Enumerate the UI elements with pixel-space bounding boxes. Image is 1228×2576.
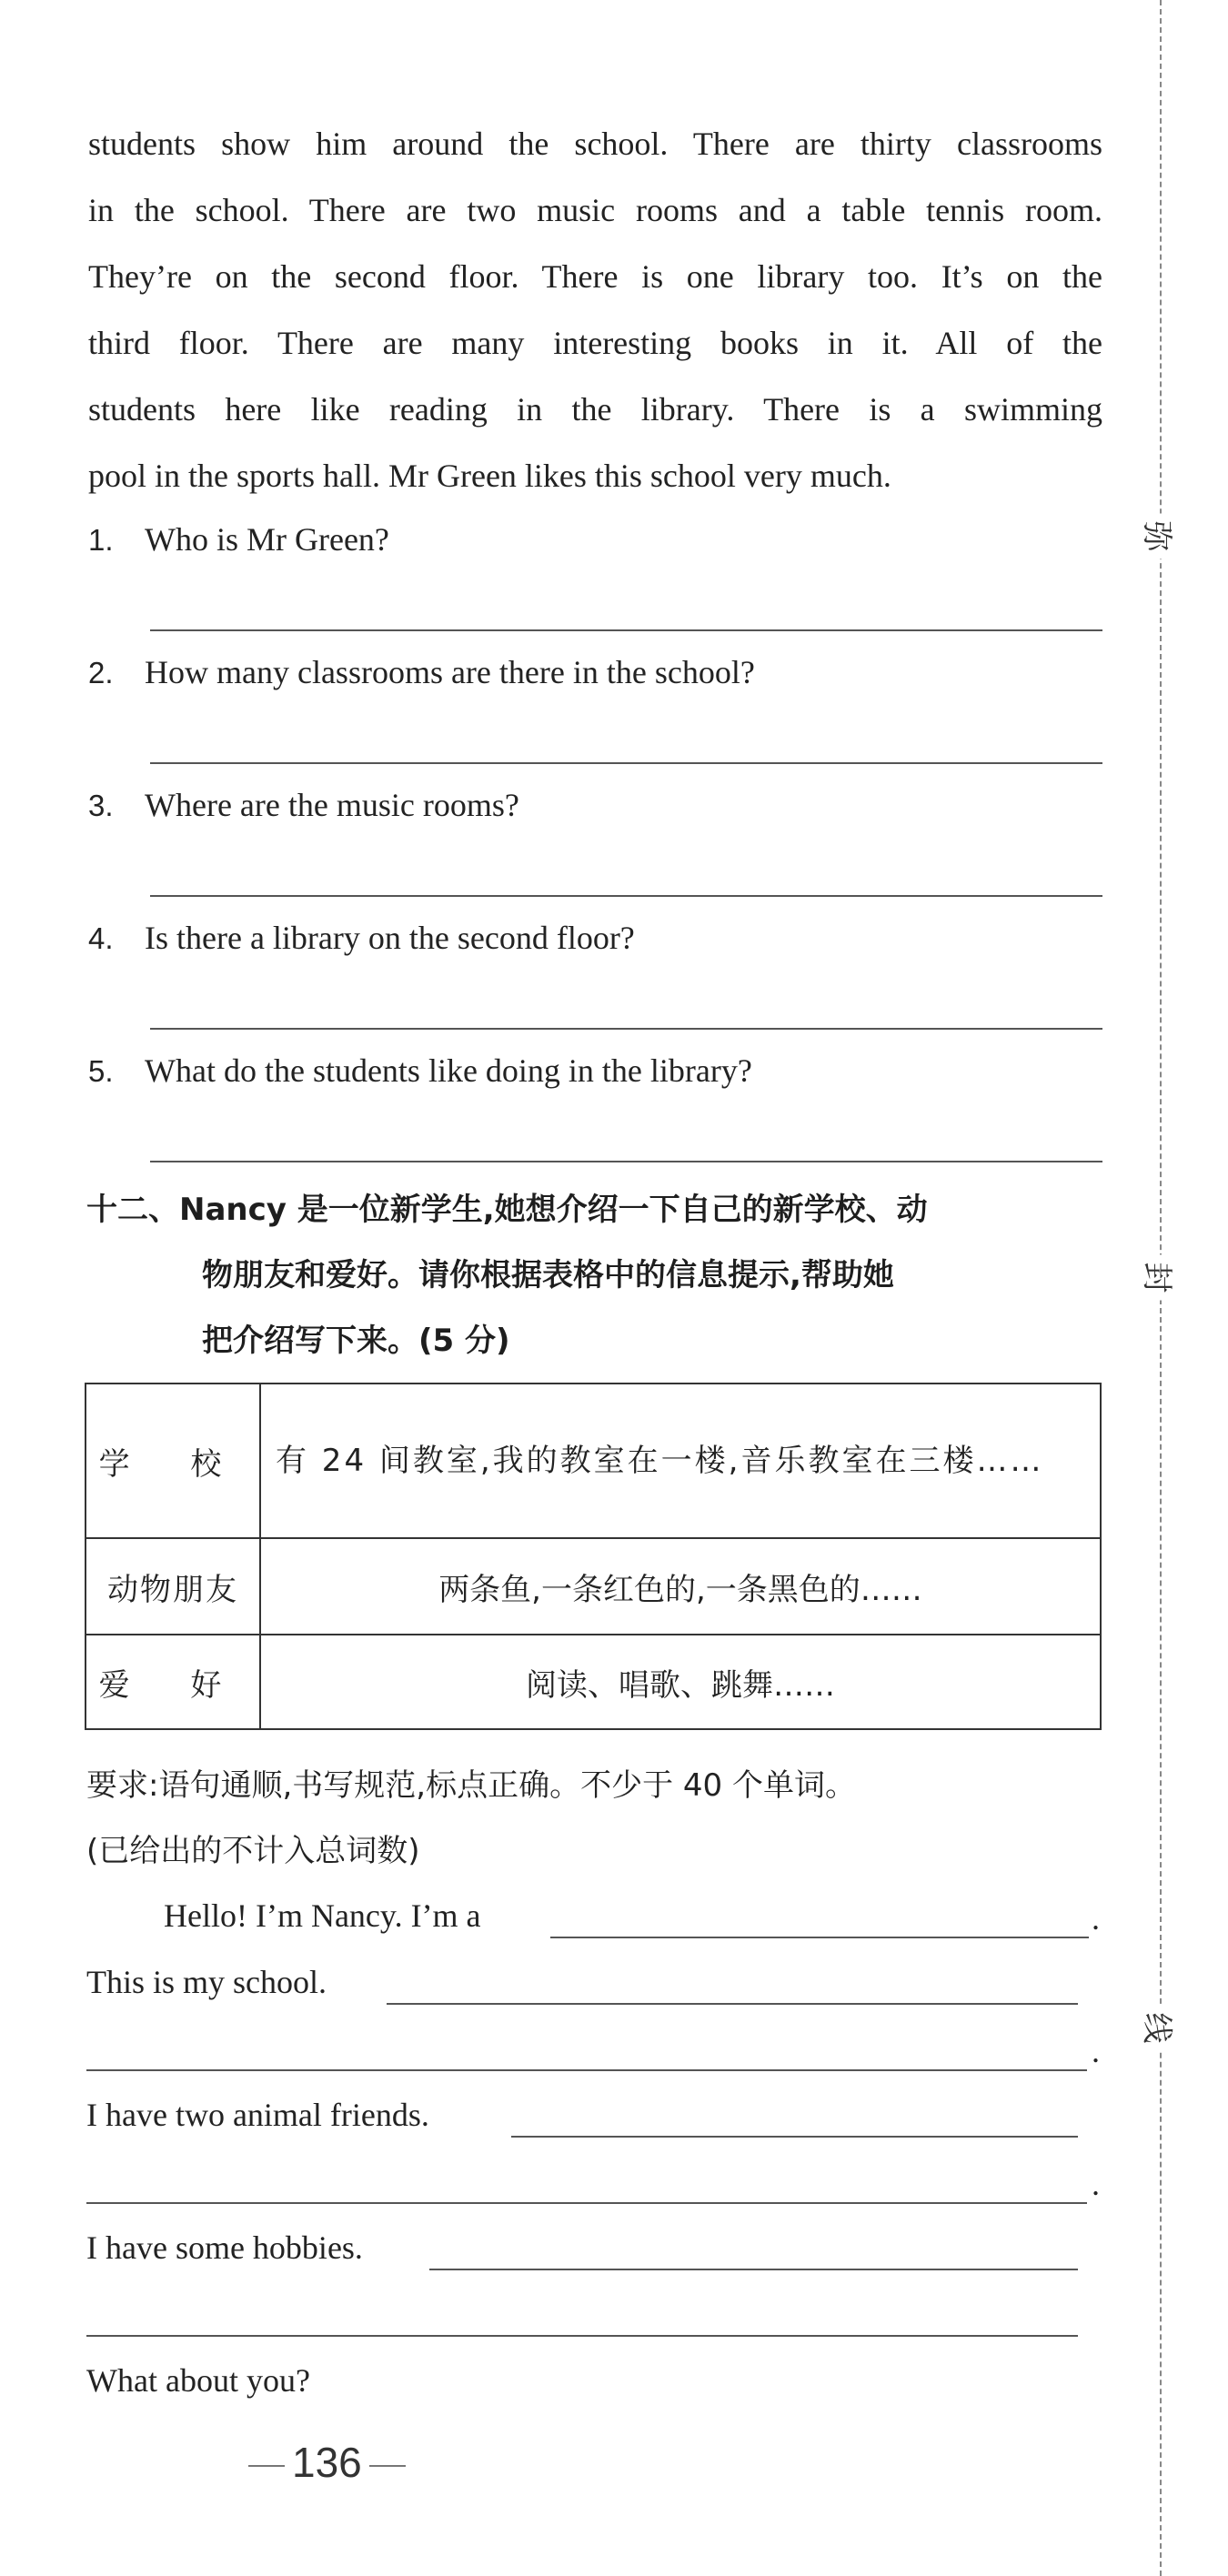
info-table bbox=[85, 1383, 1102, 1730]
writing-blank-4[interactable] bbox=[511, 2136, 1078, 2138]
section-12-title-line-1: 十二、Nancy 是一位新学生,她想介绍一下自己的新学校、动 bbox=[86, 1192, 928, 1228]
dash-left bbox=[248, 2465, 285, 2467]
writing-blank-6[interactable] bbox=[429, 2269, 1078, 2270]
period-mark: . bbox=[1092, 1900, 1100, 1937]
question-number: 4. bbox=[88, 921, 114, 955]
binding-char-mi: 弥 bbox=[1138, 514, 1183, 559]
table-row bbox=[86, 1384, 1101, 1538]
binding-char-xian: 线 bbox=[1138, 2006, 1183, 2051]
passage-line-1: students show him around the school. There are thirty classrooms bbox=[88, 126, 1102, 162]
requirement-line-1: 要求:语句通顺,书写规范,标点正确。不少于 40 个单词。 bbox=[86, 1767, 856, 1804]
period-mark: . bbox=[1092, 2033, 1100, 2069]
page-number-text: 136 bbox=[292, 2439, 362, 2486]
passage-line-6: pool in the sports hall. Mr Green likes this school very much. bbox=[88, 458, 891, 494]
requirement-line-2: (已给出的不计入总词数) bbox=[86, 1833, 420, 1869]
answer-line-3[interactable] bbox=[150, 895, 1102, 897]
writing-hobbies: I have some hobbies. bbox=[86, 2229, 363, 2266]
writing-animals: I have two animal friends. bbox=[86, 2097, 429, 2133]
table-row bbox=[86, 1538, 1101, 1635]
question-3 bbox=[88, 786, 519, 824]
binding-char-feng: 封 bbox=[1138, 1255, 1183, 1301]
question-4 bbox=[88, 919, 635, 957]
question-5 bbox=[88, 1052, 752, 1090]
table-label-animal-friends: 动物朋友 bbox=[86, 1538, 260, 1635]
writing-closing: What about you? bbox=[86, 2362, 310, 2399]
passage-line-3: They’re on the second floor. There is one library too. It’s on the bbox=[88, 258, 1102, 295]
writing-intro: Hello! I’m Nancy. I’m a bbox=[164, 1897, 481, 1934]
table-label-school: 学 校 bbox=[86, 1384, 260, 1538]
writing-blank-1[interactable] bbox=[550, 1937, 1089, 1938]
writing-blank-5[interactable] bbox=[86, 2202, 1087, 2204]
writing-blank-7[interactable] bbox=[86, 2335, 1078, 2337]
period-mark: . bbox=[1092, 2166, 1100, 2202]
question-number: 1. bbox=[88, 523, 114, 557]
passage-line-5: students here like reading in the library. There is a swimming bbox=[88, 391, 1102, 428]
table-content-animal-friends: 两条鱼,一条红色的,一条黑色的…… bbox=[260, 1538, 1101, 1635]
answer-line-1[interactable] bbox=[150, 629, 1102, 631]
answer-line-4[interactable] bbox=[150, 1028, 1102, 1030]
table-label-hobbies: 爱 好 bbox=[86, 1635, 260, 1729]
table-row bbox=[86, 1635, 1101, 1729]
question-text: Who is Mr Green? bbox=[145, 521, 389, 558]
question-text: How many classrooms are there in the school? bbox=[145, 654, 755, 690]
table-content-school: 有 24 间教室,我的教室在一楼,音乐教室在三楼…… bbox=[260, 1384, 1101, 1538]
passage-line-4: third floor. There are many interesting books in it. All of the bbox=[88, 325, 1102, 361]
writing-blank-3[interactable] bbox=[86, 2069, 1087, 2071]
answer-line-2[interactable] bbox=[150, 762, 1102, 764]
dash-right bbox=[369, 2465, 406, 2467]
section-12-title-line-3: 把介绍写下来。(5 分) bbox=[202, 1323, 510, 1359]
question-number: 5. bbox=[88, 1054, 114, 1088]
question-2 bbox=[88, 653, 755, 691]
question-text: What do the students like doing in the library? bbox=[145, 1052, 752, 1089]
page-number bbox=[241, 2438, 413, 2487]
writing-blank-2[interactable] bbox=[387, 2003, 1078, 2005]
question-1 bbox=[88, 520, 389, 558]
table-content-hobbies: 阅读、唱歌、跳舞…… bbox=[260, 1635, 1101, 1729]
answer-line-5[interactable] bbox=[150, 1161, 1102, 1162]
writing-school: This is my school. bbox=[86, 1964, 327, 2000]
section-12-title-line-2: 物朋友和爱好。请你根据表格中的信息提示,帮助她 bbox=[202, 1257, 894, 1293]
question-text: Is there a library on the second floor? bbox=[145, 920, 635, 956]
passage-line-2: in the school. There are two music rooms and a table tennis room. bbox=[88, 192, 1102, 228]
question-number: 3. bbox=[88, 789, 114, 822]
question-text: Where are the music rooms? bbox=[145, 787, 519, 823]
question-number: 2. bbox=[88, 656, 114, 689]
